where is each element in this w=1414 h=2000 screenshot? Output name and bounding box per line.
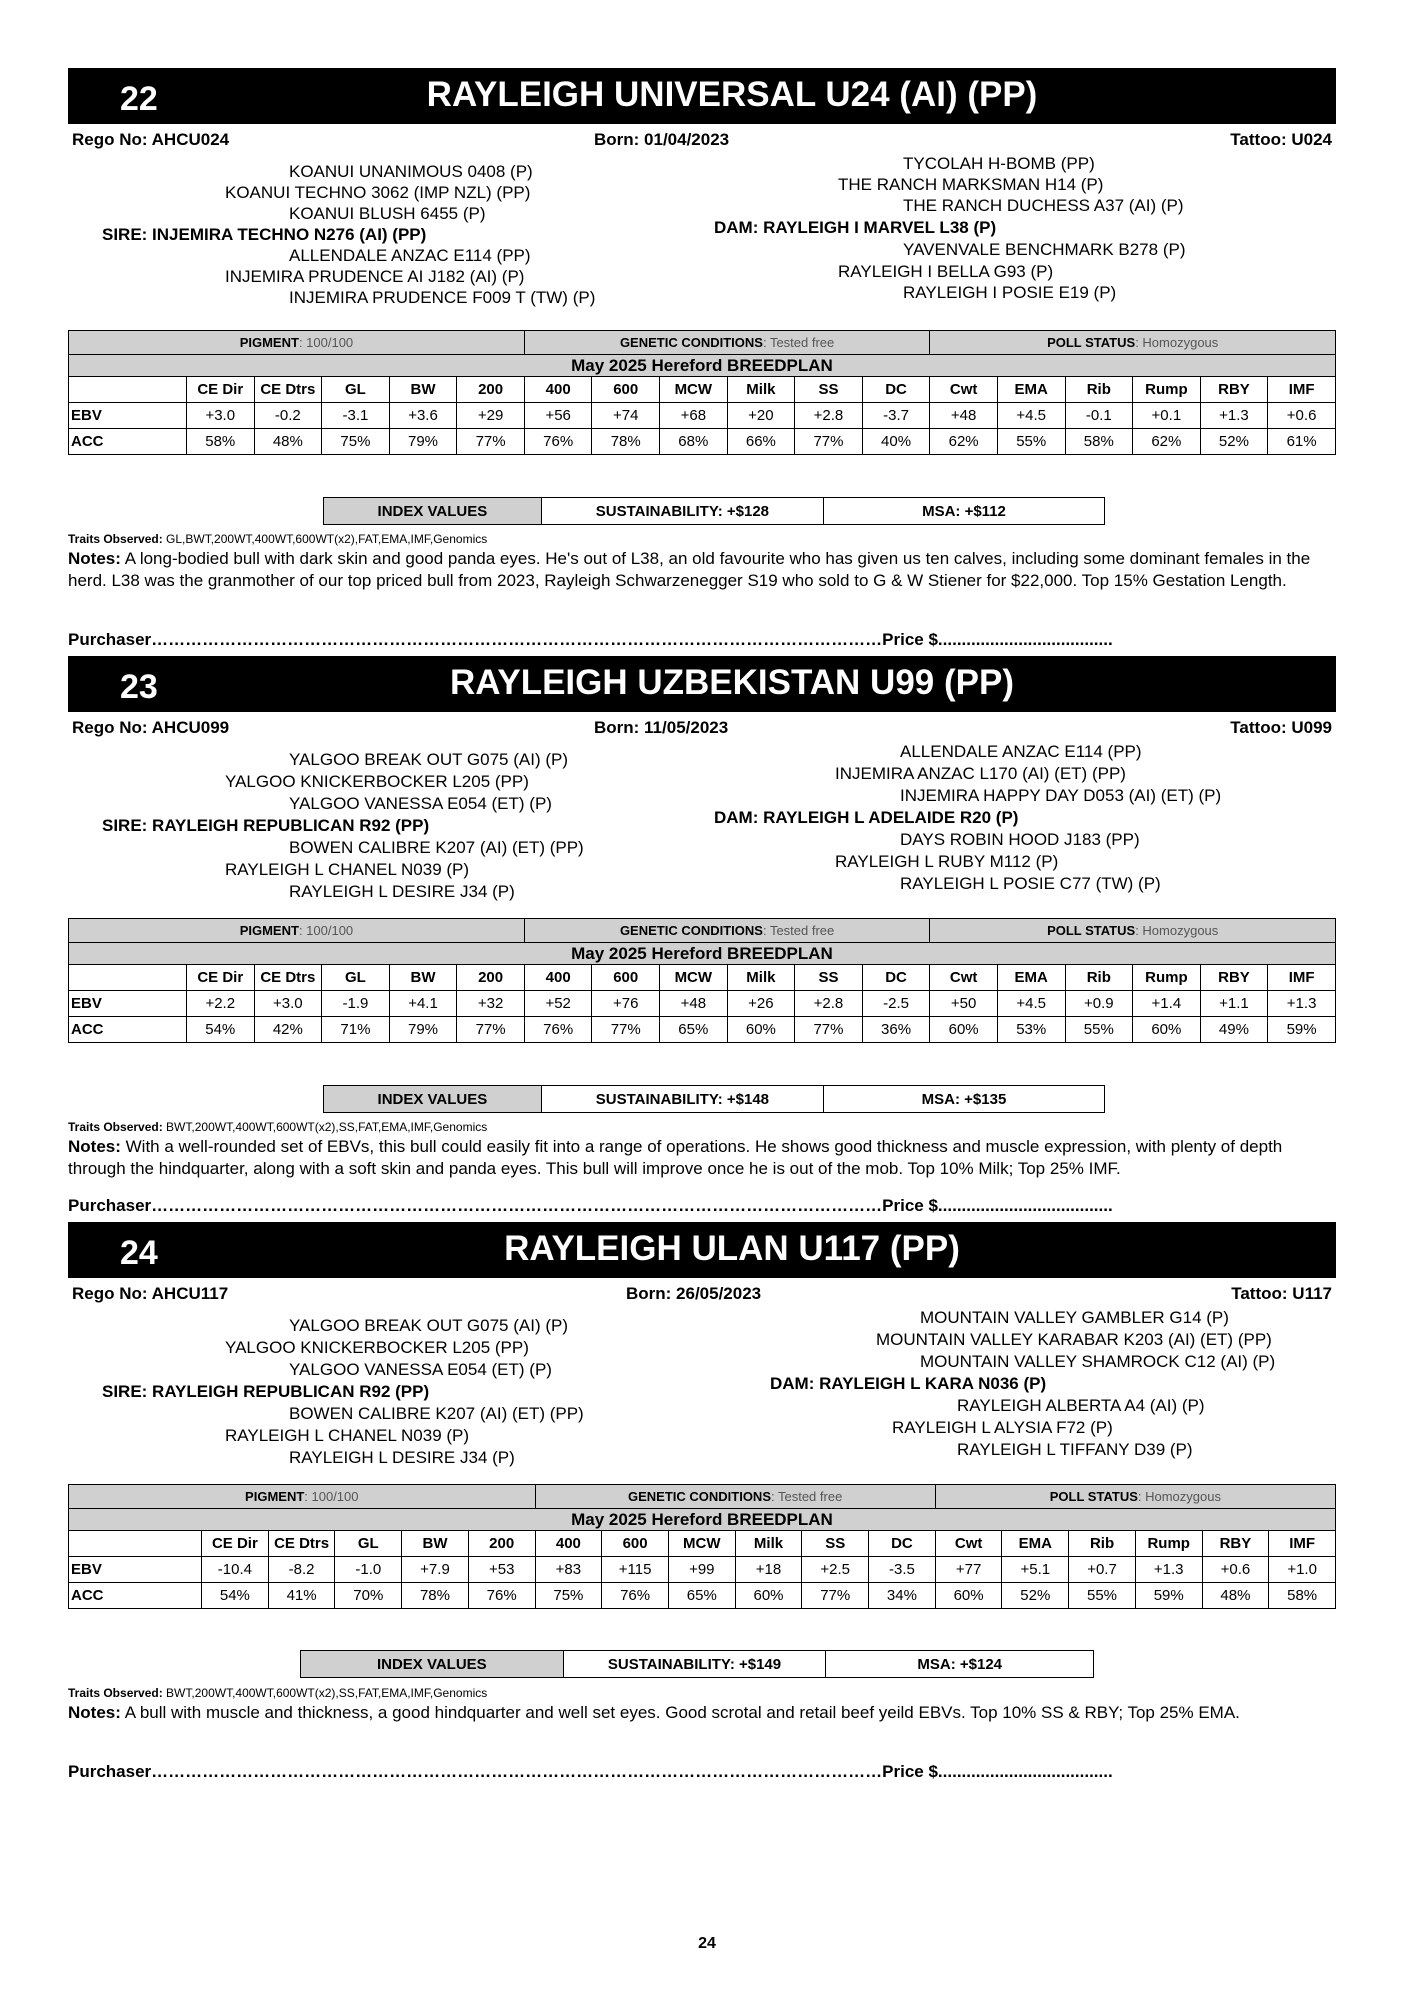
value-cell: 76% xyxy=(524,429,592,455)
sire-sire-dam: YALGOO VANESSA E054 (ET) (P) xyxy=(289,1360,552,1379)
lot-banner xyxy=(68,1222,1336,1278)
value-cell: 77% xyxy=(592,1017,660,1043)
value-cell: +99 xyxy=(668,1557,735,1583)
value-cell: 75% xyxy=(322,429,390,455)
trait-header-cell: Cwt xyxy=(930,377,998,403)
lot-number: 22 xyxy=(120,80,158,118)
value-cell: 58% xyxy=(186,429,254,455)
value-cell: 79% xyxy=(389,429,457,455)
trait-header-cell: EMA xyxy=(1002,1531,1069,1557)
index-values-label: INDEX VALUES xyxy=(324,498,542,525)
trait-header-cell: Milk xyxy=(727,965,795,991)
value-cell: 78% xyxy=(402,1583,469,1609)
value-cell: +56 xyxy=(524,403,592,429)
trait-header-cell: Rib xyxy=(1065,377,1133,403)
dam-dam-sire: RAYLEIGH ALBERTA A4 (AI) (P) xyxy=(957,1396,1205,1415)
msa-index: MSA: +$135 xyxy=(823,1086,1104,1113)
sire-label: SIRE: RAYLEIGH REPUBLICAN R92 (PP) xyxy=(102,1382,430,1401)
breedplan-table xyxy=(68,1484,1336,1609)
dam-dam-dam: RAYLEIGH L POSIE C77 (TW) (P) xyxy=(900,874,1161,893)
value-cell: 60% xyxy=(930,1017,998,1043)
trait-header-cell: MCW xyxy=(668,1531,735,1557)
trait-header-cell: 200 xyxy=(468,1531,535,1557)
born-date: Born: 11/05/2023 xyxy=(594,718,729,737)
value-cell: 55% xyxy=(1065,1017,1133,1043)
notes: Notes: A bull with muscle and thickness, a good hindquarter and well set eyes. Good scrotal and retail beef yeild EBVs. Top 10% SS & RBY; Top 25% EMA. xyxy=(68,1703,1240,1722)
sire-sire: YALGOO KNICKERBOCKER L205 (PP) xyxy=(225,1338,529,1357)
trait-header-cell: DC xyxy=(862,377,930,403)
trait-header-cell: 400 xyxy=(524,965,592,991)
dam-label: DAM: RAYLEIGH L KARA N036 (P) xyxy=(770,1374,1047,1393)
trait-header-cell: 400 xyxy=(535,1531,602,1557)
dam-dam: RAYLEIGH I BELLA G93 (P) xyxy=(838,262,1054,281)
tattoo: Tattoo: U099 xyxy=(1230,718,1332,737)
value-cell: 59% xyxy=(1268,1017,1336,1043)
sire-dam: INJEMIRA PRUDENCE AI J182 (AI) (P) xyxy=(225,267,525,286)
value-cell: +0.6 xyxy=(1202,1557,1269,1583)
value-cell: 60% xyxy=(727,1017,795,1043)
dam-sire-dam: INJEMIRA HAPPY DAY D053 (AI) (ET) (P) xyxy=(900,786,1222,805)
trait-header-cell: IMF xyxy=(1268,965,1336,991)
value-cell: -8.2 xyxy=(268,1557,335,1583)
genetic-conditions-cell: GENETIC CONDITIONS: Tested free xyxy=(524,919,929,943)
trait-header-cell: 400 xyxy=(524,377,592,403)
value-cell: 65% xyxy=(660,1017,728,1043)
dam-sire: THE RANCH MARKSMAN H14 (P) xyxy=(838,175,1104,194)
value-cell: 77% xyxy=(795,1017,863,1043)
trait-header-cell: SS xyxy=(802,1531,869,1557)
index-values xyxy=(323,497,1105,525)
trait-header-cell: DC xyxy=(862,965,930,991)
sire-label: SIRE: INJEMIRA TECHNO N276 (AI) (PP) xyxy=(102,225,427,244)
value-cell: 70% xyxy=(335,1583,402,1609)
lot-22 xyxy=(68,68,1336,649)
index-values xyxy=(323,1085,1105,1113)
value-cell: +3.0 xyxy=(254,991,322,1017)
trait-header-cell: DC xyxy=(869,1531,936,1557)
value-cell: +0.7 xyxy=(1069,1557,1136,1583)
purchaser-line: Purchaser…………………………………………………………………………………………………………………Price $..................................... xyxy=(68,1196,1113,1215)
sire-dam-dam: RAYLEIGH L DESIRE J34 (P) xyxy=(289,1448,515,1467)
tattoo: Tattoo: U117 xyxy=(1231,1284,1332,1303)
trait-header-cell: 200 xyxy=(457,377,525,403)
value-cell: +74 xyxy=(592,403,660,429)
sire-dam-sire: ALLENDALE ANZAC E114 (PP) xyxy=(289,246,531,265)
value-cell: 58% xyxy=(1065,429,1133,455)
value-cell: 34% xyxy=(869,1583,936,1609)
value-cell: 77% xyxy=(457,1017,525,1043)
trait-header-cell: Rump xyxy=(1133,965,1201,991)
sire-sire-sire: YALGOO BREAK OUT G075 (AI) (P) xyxy=(289,750,568,769)
dam-sire-sire: MOUNTAIN VALLEY GAMBLER G14 (P) xyxy=(920,1308,1229,1327)
purchaser-line: Purchaser…………………………………………………………………………………………………………………Price $..................................... xyxy=(68,1762,1113,1781)
trait-header-cell: CE Dir xyxy=(186,965,254,991)
lot-number: 23 xyxy=(120,668,158,706)
value-cell: 62% xyxy=(930,429,998,455)
value-cell: -2.5 xyxy=(862,991,930,1017)
trait-header-cell: GL xyxy=(322,377,390,403)
value-cell: +2.2 xyxy=(186,991,254,1017)
sire-sire: YALGOO KNICKERBOCKER L205 (PP) xyxy=(225,772,529,791)
dam-dam-sire: YAVENVALE BENCHMARK B278 (P) xyxy=(903,240,1186,259)
rego-number: Rego No: AHCU024 xyxy=(72,130,230,149)
trait-header-cell: GL xyxy=(322,965,390,991)
trait-header-cell: CE Dtrs xyxy=(254,377,322,403)
trait-header-cell: Cwt xyxy=(930,965,998,991)
dam-sire-sire: TYCOLAH H-BOMB (PP) xyxy=(903,154,1095,173)
value-cell: -3.1 xyxy=(322,403,390,429)
sire-dam: RAYLEIGH L CHANEL N039 (P) xyxy=(225,1426,470,1445)
rego-number: Rego No: AHCU099 xyxy=(72,718,230,737)
pedigree xyxy=(68,1306,1336,1484)
trait-header-cell: Rump xyxy=(1135,1531,1202,1557)
trait-header-cell: BW xyxy=(402,1531,469,1557)
value-cell: 78% xyxy=(592,429,660,455)
breedplan-table xyxy=(68,330,1336,455)
value-cell: 52% xyxy=(1002,1583,1069,1609)
value-cell: 71% xyxy=(322,1017,390,1043)
value-cell: +1.3 xyxy=(1135,1557,1202,1583)
lot-banner xyxy=(68,68,1336,124)
index-values-label: INDEX VALUES xyxy=(301,1651,564,1678)
dam-dam-sire: DAYS ROBIN HOOD J183 (PP) xyxy=(900,830,1140,849)
trait-header-cell: SS xyxy=(795,965,863,991)
trait-header-cell: MCW xyxy=(660,377,728,403)
acc-row: ACC 58% 48% 75% 79% 77% 76% 78% 68% 66% 77% 40% 62% 55% 58% 62% 52% 61% xyxy=(69,429,1336,455)
genetic-conditions-cell: GENETIC CONDITIONS: Tested free xyxy=(524,331,929,355)
ebv-row: EBV +3.0 -0.2 -3.1 +3.6 +29 +56 +74 +68 +20 +2.8 -3.7 +48 +4.5 -0.1 +0.1 +1.3 +0.6 xyxy=(69,403,1336,429)
lot-name: RAYLEIGH UNIVERSAL U24 (AI) (PP) xyxy=(426,75,1038,114)
value-cell: +4.5 xyxy=(997,403,1065,429)
value-cell: +3.6 xyxy=(389,403,457,429)
value-cell: -0.2 xyxy=(254,403,322,429)
trait-header-cell: CE Dtrs xyxy=(268,1531,335,1557)
trait-header-cell: RBY xyxy=(1202,1531,1269,1557)
value-cell: +2.8 xyxy=(795,403,863,429)
dam-dam-dam: RAYLEIGH I POSIE E19 (P) xyxy=(903,283,1117,302)
sire-sire: KOANUI TECHNO 3062 (IMP NZL) (PP) xyxy=(225,183,531,202)
sire-sire-sire: KOANUI UNANIMOUS 0408 (P) xyxy=(289,162,533,181)
trait-header-cell: RBY xyxy=(1200,965,1268,991)
trait-header-cell: CE Dtrs xyxy=(254,965,322,991)
sire-label: SIRE: RAYLEIGH REPUBLICAN R92 (PP) xyxy=(102,816,430,835)
dam-sire-dam: MOUNTAIN VALLEY SHAMROCK C12 (AI) (P) xyxy=(920,1352,1276,1371)
sustainability-index: SUSTAINABILITY: +$149 xyxy=(563,1651,826,1678)
poll-status-cell: POLL STATUS: Homozygous xyxy=(930,919,1336,943)
traits-header-row xyxy=(69,377,1336,403)
value-cell: 42% xyxy=(254,1017,322,1043)
value-cell: 66% xyxy=(727,429,795,455)
dam-label: DAM: RAYLEIGH I MARVEL L38 (P) xyxy=(714,218,997,237)
trait-header-cell: Rib xyxy=(1065,965,1133,991)
value-cell: 77% xyxy=(795,429,863,455)
value-cell: -1.0 xyxy=(335,1557,402,1583)
value-cell: 55% xyxy=(997,429,1065,455)
value-cell: +0.1 xyxy=(1133,403,1201,429)
dam-dam-dam: RAYLEIGH L TIFFANY D39 (P) xyxy=(957,1440,1193,1459)
breedplan-title: May 2025 Hereford BREEDPLAN xyxy=(69,1509,1336,1531)
pedigree xyxy=(68,740,1336,918)
value-cell: +48 xyxy=(930,403,998,429)
value-cell: +68 xyxy=(660,403,728,429)
msa-index: MSA: +$112 xyxy=(823,498,1104,525)
trait-header-cell: CE Dir xyxy=(202,1531,269,1557)
acc-row: ACC 54% 42% 71% 79% 77% 76% 77% 65% 60% 77% 36% 60% 53% 55% 60% 49% 59% xyxy=(69,1017,1336,1043)
value-cell: 65% xyxy=(668,1583,735,1609)
poll-status-cell: POLL STATUS: Homozygous xyxy=(935,1485,1335,1509)
trait-header-cell: CE Dir xyxy=(186,377,254,403)
dam-label: DAM: RAYLEIGH L ADELAIDE R20 (P) xyxy=(714,808,1019,827)
value-cell: +26 xyxy=(727,991,795,1017)
ebv-row: EBV +2.2 +3.0 -1.9 +4.1 +32 +52 +76 +48 +26 +2.8 -2.5 +50 +4.5 +0.9 +1.4 +1.1 +1.3 xyxy=(69,991,1336,1017)
value-cell: +29 xyxy=(457,403,525,429)
value-cell: 76% xyxy=(524,1017,592,1043)
value-cell: +32 xyxy=(457,991,525,1017)
value-cell: +48 xyxy=(660,991,728,1017)
value-cell: +76 xyxy=(592,991,660,1017)
value-cell: 54% xyxy=(202,1583,269,1609)
notes: Notes: With a well-rounded set of EBVs, this bull could easily fit into a range of operations. He shows good thickness and muscle expression, with plenty of depth through the hindquarter, along with a soft skin and panda eyes. This bull will improve once he is out of the mob. Top 10% Milk; Top 25% IMF. xyxy=(68,1137,1283,1178)
dam-sire-sire: ALLENDALE ANZAC E114 (PP) xyxy=(900,742,1142,761)
value-cell: 60% xyxy=(735,1583,802,1609)
page-number: 24 xyxy=(698,1935,716,1952)
index-values xyxy=(300,1650,1094,1678)
value-cell: -10.4 xyxy=(202,1557,269,1583)
sire-sire-sire: YALGOO BREAK OUT G075 (AI) (P) xyxy=(289,1316,568,1335)
sustainability-index: SUSTAINABILITY: +$128 xyxy=(541,498,823,525)
trait-header-cell: Milk xyxy=(735,1531,802,1557)
value-cell: +1.0 xyxy=(1269,1557,1336,1583)
acc-row: ACC 54% 41% 70% 78% 76% 75% 76% 65% 60% 77% 34% 60% 52% 55% 59% 48% 58% xyxy=(69,1583,1336,1609)
trait-header-cell: Rump xyxy=(1133,377,1201,403)
ebv-row: EBV -10.4 -8.2 -1.0 +7.9 +53 +83 +115 +99 +18 +2.5 -3.5 +77 +5.1 +0.7 +1.3 +0.6 +1.0 xyxy=(69,1557,1336,1583)
genetic-conditions-cell: GENETIC CONDITIONS: Tested free xyxy=(535,1485,935,1509)
lot-number: 24 xyxy=(120,1234,158,1272)
lot-24 xyxy=(68,1222,1336,1781)
value-cell: +5.1 xyxy=(1002,1557,1069,1583)
value-cell: +115 xyxy=(602,1557,669,1583)
value-cell: 68% xyxy=(660,429,728,455)
trait-header-cell: SS xyxy=(795,377,863,403)
trait-header-cell: EMA xyxy=(997,965,1065,991)
value-cell: +77 xyxy=(935,1557,1002,1583)
value-cell: +4.1 xyxy=(389,991,457,1017)
traits-observed: Traits Observed: BWT,200WT,400WT,600WT(x2),SS,FAT,EMA,IMF,Genomics xyxy=(68,1120,488,1134)
sire-dam-sire: BOWEN CALIBRE K207 (AI) (ET) (PP) xyxy=(289,838,584,857)
trait-header-cell: EMA xyxy=(997,377,1065,403)
dam-sire-dam: THE RANCH DUCHESS A37 (AI) (P) xyxy=(903,196,1184,215)
lot-name: RAYLEIGH ULAN U117 (PP) xyxy=(504,1229,960,1268)
trait-header-cell: IMF xyxy=(1269,1531,1336,1557)
dam-dam: RAYLEIGH L RUBY M112 (P) xyxy=(835,852,1059,871)
dam-sire: MOUNTAIN VALLEY KARABAR K203 (AI) (ET) (PP) xyxy=(876,1330,1272,1349)
value-cell: 40% xyxy=(862,429,930,455)
lot-banner xyxy=(68,656,1336,712)
pedigree xyxy=(68,152,1336,330)
trait-header-cell: 200 xyxy=(457,965,525,991)
trait-header-cell: 600 xyxy=(592,377,660,403)
pigment-cell: PIGMENT: 100/100 xyxy=(69,1485,536,1509)
value-cell: -3.7 xyxy=(862,403,930,429)
value-cell: 54% xyxy=(186,1017,254,1043)
traits-header-row xyxy=(69,965,1336,991)
value-cell: 61% xyxy=(1268,429,1336,455)
poll-status-cell: POLL STATUS: Homozygous xyxy=(930,331,1336,355)
value-cell: 48% xyxy=(254,429,322,455)
sire-dam-dam: INJEMIRA PRUDENCE F009 T (TW) (P) xyxy=(289,288,596,307)
value-cell: +1.3 xyxy=(1268,991,1336,1017)
value-cell: 55% xyxy=(1069,1583,1136,1609)
trait-header-cell: IMF xyxy=(1268,377,1336,403)
born-date: Born: 26/05/2023 xyxy=(626,1284,762,1303)
breedplan-title: May 2025 Hereford BREEDPLAN xyxy=(69,355,1336,377)
value-cell: 48% xyxy=(1202,1583,1269,1609)
traits-observed: Traits Observed: BWT,200WT,400WT,600WT(x2),SS,FAT,EMA,IMF,Genomics xyxy=(68,1686,488,1700)
trait-header-cell: 600 xyxy=(602,1531,669,1557)
value-cell: 77% xyxy=(457,429,525,455)
sire-dam-dam: RAYLEIGH L DESIRE J34 (P) xyxy=(289,882,515,901)
lot-name: RAYLEIGH UZBEKISTAN U99 (PP) xyxy=(450,663,1014,702)
value-cell: 76% xyxy=(602,1583,669,1609)
value-cell: +53 xyxy=(468,1557,535,1583)
breedplan-title: May 2025 Hereford BREEDPLAN xyxy=(69,943,1336,965)
trait-header-cell: Cwt xyxy=(935,1531,1002,1557)
notes: Notes: A long-bodied bull with dark skin and good panda eyes. He's out of L38, an old favourite who has given us ten calves, including some dominant females in the herd. L38 was the granmother of our top priced bull from 2023, Rayleigh Schwarzenegger S19 who sold to G & W Stiener for $22,000. Top 15% Gestation Length. xyxy=(68,549,1311,590)
trait-header-cell: BW xyxy=(389,377,457,403)
value-cell: +4.5 xyxy=(997,991,1065,1017)
born-date: Born: 01/04/2023 xyxy=(594,130,730,149)
value-cell: 53% xyxy=(997,1017,1065,1043)
value-cell: +1.4 xyxy=(1133,991,1201,1017)
value-cell: 41% xyxy=(268,1583,335,1609)
trait-header-cell: 600 xyxy=(592,965,660,991)
sire-sire-dam: KOANUI BLUSH 6455 (P) xyxy=(289,204,486,223)
trait-header-cell: BW xyxy=(389,965,457,991)
sire-dam: RAYLEIGH L CHANEL N039 (P) xyxy=(225,860,470,879)
value-cell: 58% xyxy=(1269,1583,1336,1609)
value-cell: +0.6 xyxy=(1268,403,1336,429)
value-cell: +2.8 xyxy=(795,991,863,1017)
value-cell: -1.9 xyxy=(322,991,390,1017)
traits-observed: Traits Observed: GL,BWT,200WT,400WT,600WT(x2),FAT,EMA,IMF,Genomics xyxy=(68,532,488,546)
sire-dam-sire: BOWEN CALIBRE K207 (AI) (ET) (PP) xyxy=(289,1404,584,1423)
value-cell: +18 xyxy=(735,1557,802,1583)
value-cell: +3.0 xyxy=(186,403,254,429)
value-cell: 60% xyxy=(935,1583,1002,1609)
value-cell: 59% xyxy=(1135,1583,1202,1609)
sire-sire-dam: YALGOO VANESSA E054 (ET) (P) xyxy=(289,794,552,813)
traits-header-row xyxy=(69,1531,1336,1557)
value-cell: -0.1 xyxy=(1065,403,1133,429)
trait-header-cell: RBY xyxy=(1200,377,1268,403)
rego-number: Rego No: AHCU117 xyxy=(72,1284,229,1303)
lot-23 xyxy=(68,656,1336,1215)
pigment-cell: PIGMENT: 100/100 xyxy=(69,919,525,943)
value-cell: -3.5 xyxy=(869,1557,936,1583)
value-cell: +52 xyxy=(524,991,592,1017)
value-cell: 62% xyxy=(1133,429,1201,455)
msa-index: MSA: +$124 xyxy=(826,1651,1094,1678)
dam-dam: RAYLEIGH L ALYSIA F72 (P) xyxy=(892,1418,1113,1437)
purchaser-line: Purchaser…………………………………………………………………………………………………………………Price $..................................... xyxy=(68,630,1113,649)
value-cell: +1.1 xyxy=(1200,991,1268,1017)
value-cell: 79% xyxy=(389,1017,457,1043)
trait-header-cell: Milk xyxy=(727,377,795,403)
value-cell: +0.9 xyxy=(1065,991,1133,1017)
trait-header-cell: MCW xyxy=(660,965,728,991)
breedplan-table xyxy=(68,918,1336,1043)
value-cell: +83 xyxy=(535,1557,602,1583)
trait-header-cell: Rib xyxy=(1069,1531,1136,1557)
value-cell: +50 xyxy=(930,991,998,1017)
trait-header-cell: GL xyxy=(335,1531,402,1557)
dam-sire: INJEMIRA ANZAC L170 (AI) (ET) (PP) xyxy=(835,764,1126,783)
pigment-cell: PIGMENT: 100/100 xyxy=(69,331,525,355)
lot-meta xyxy=(68,1284,1336,1306)
value-cell: +7.9 xyxy=(402,1557,469,1583)
value-cell: 76% xyxy=(468,1583,535,1609)
value-cell: 77% xyxy=(802,1583,869,1609)
value-cell: 75% xyxy=(535,1583,602,1609)
value-cell: +20 xyxy=(727,403,795,429)
value-cell: 52% xyxy=(1200,429,1268,455)
value-cell: 49% xyxy=(1200,1017,1268,1043)
index-values-label: INDEX VALUES xyxy=(324,1086,542,1113)
sustainability-index: SUSTAINABILITY: +$148 xyxy=(541,1086,823,1113)
value-cell: 36% xyxy=(862,1017,930,1043)
value-cell: +1.3 xyxy=(1200,403,1268,429)
value-cell: +2.5 xyxy=(802,1557,869,1583)
tattoo: Tattoo: U024 xyxy=(1230,130,1332,149)
value-cell: 60% xyxy=(1133,1017,1201,1043)
lot-meta xyxy=(68,718,1336,740)
lot-meta xyxy=(68,130,1336,152)
